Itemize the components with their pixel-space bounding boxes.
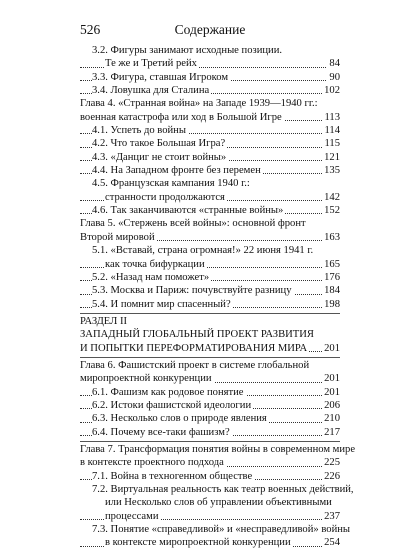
toc-entry-text: 3.4. Ловушка для Сталина (92, 85, 210, 97)
toc-line (80, 97, 340, 110)
toc-entry-text: как точка бифуркации (105, 258, 205, 270)
toc-line (80, 523, 351, 536)
toc-line (80, 426, 340, 439)
toc-entry-text: 7.1. Война в техногенном обществе (92, 470, 253, 482)
toc-entry-text: 5.1. «Вставай, страна огромная!» 22 июня 1941 г. (92, 245, 314, 257)
toc-line (80, 124, 340, 137)
toc-line (80, 271, 340, 284)
toc-line (80, 217, 340, 230)
toc-entry-text: 5.4. И помнит мир спасенный? (92, 298, 231, 310)
toc-line (80, 244, 340, 257)
toc-page-number: 254 (324, 537, 340, 549)
toc-page-number: 115 (324, 138, 340, 150)
toc-line (80, 443, 356, 456)
toc-page-number: 152 (324, 205, 340, 217)
toc-line (80, 483, 354, 496)
toc-line (80, 359, 340, 372)
toc-line (80, 342, 340, 355)
toc-line (80, 84, 340, 97)
toc-page-number: 226 (324, 470, 340, 482)
table-of-contents (80, 44, 356, 550)
toc-line (80, 71, 340, 84)
toc-page-number: 114 (324, 125, 340, 137)
page-header (80, 22, 340, 40)
toc-entry-text: 4.3. «Данциг не стоит войны» (92, 151, 227, 163)
toc-page-number: 163 (324, 231, 340, 243)
page-number: 526 (80, 22, 101, 37)
toc-entry-text: Глава 4. «Странная война» на Западе 1939—1940 гг.: (80, 98, 318, 110)
toc-entry-text: 3.2. Фигуры занимают исходные позиции. (92, 45, 283, 56)
toc-page-number: 113 (324, 111, 340, 123)
toc-entry-text: И ПОПЫТКИ ПЕРЕФОРМАТИРОВАНИЯ МИРА (80, 342, 308, 354)
toc-entry-text: 6.3. Несколько слов о природе явления (92, 413, 267, 425)
toc-entry-text: 7.2. Виртуальная реальность как театр военных действий, (92, 484, 354, 495)
toc-line (80, 412, 340, 425)
toc-entry-text: 4.2. Что такое Большая Игра? (92, 138, 226, 150)
toc-entry-text: Глава 5. «Стержень всей войны»: основной фронт (80, 218, 306, 230)
toc-line (80, 399, 340, 412)
toc-line (80, 470, 340, 483)
toc-entry-text: странности продолжаются (105, 191, 225, 203)
toc-entry-text: 6.2. Истоки фашистской идеологии (92, 399, 252, 411)
toc-line (80, 177, 340, 190)
toc-line (80, 231, 340, 244)
running-head: Содержание (174, 22, 246, 37)
toc-page-number: 102 (324, 85, 340, 97)
toc-line (80, 164, 340, 177)
toc-page-number: 201 (324, 342, 340, 354)
toc-page-number: 217 (324, 426, 340, 438)
toc-page-number: 121 (324, 151, 340, 163)
toc-entry-text: 4.1. Успеть до войны (92, 125, 186, 137)
toc-page-number: 201 (324, 373, 340, 385)
toc-line (80, 298, 340, 311)
toc-page-number: 201 (324, 386, 340, 398)
toc-entry-text: в контексте проектного подхода (80, 457, 224, 469)
toc-line (80, 44, 340, 57)
toc-page-number: 176 (324, 271, 340, 283)
toc-line (80, 315, 340, 328)
toc-entry-text: РАЗДЕЛ II (80, 315, 128, 327)
toc-line (80, 258, 340, 271)
toc-line (80, 191, 340, 204)
toc-entry-text: ЗАПАДНЫЙ ГЛОБАЛЬНЫЙ ПРОЕКТ РАЗВИТИЯ (80, 329, 314, 341)
toc-line (80, 456, 340, 469)
toc-page-number: 135 (324, 165, 340, 177)
toc-page-number: 198 (324, 298, 340, 310)
toc-page-number: 165 (324, 258, 340, 270)
toc-page-number: 90 (329, 71, 340, 83)
toc-entry-text: Глава 7. Трансформация понятия войны в современном мире (80, 443, 356, 455)
toc-page-number: 142 (324, 191, 340, 203)
toc-entry-text: 6.4. Почему все-таки фашизм? (92, 426, 230, 438)
toc-line (80, 372, 340, 385)
toc-line (80, 510, 340, 523)
section-divider (80, 313, 340, 314)
toc-page-number: 237 (324, 510, 340, 522)
toc-page-number: 225 (324, 457, 340, 469)
toc-page-number: 184 (324, 285, 340, 297)
toc-entry-text: 5.3. Москва и Париж: почувствуйте разницу (92, 285, 292, 297)
toc-line (80, 496, 340, 509)
toc-line (80, 151, 340, 164)
toc-entry-text: 4.5. Французская кампания 1940 г.: (92, 178, 250, 190)
toc-entry-text: военная катастрофа или ход в Большой Игре (80, 111, 282, 123)
toc-line (80, 386, 340, 399)
toc-entry-text: 7.3. Понятие «справедливой» и «несправедливой» войны (92, 524, 351, 536)
section-divider (80, 357, 340, 358)
section-divider (80, 441, 340, 442)
toc-entry-text: миропроектной конкуренции (80, 373, 212, 385)
toc-entry-text: процессами (105, 510, 159, 522)
toc-line (80, 57, 340, 70)
toc-line (80, 137, 340, 150)
toc-line (80, 204, 340, 217)
toc-line (80, 284, 340, 297)
toc-page-number: 210 (324, 413, 340, 425)
toc-entry-text: Второй мировой (80, 231, 155, 243)
toc-page-number: 84 (329, 58, 340, 70)
toc-line (80, 111, 340, 124)
toc-entry-text: 3.3. Фигура, ставшая Игроком (92, 71, 229, 83)
toc-entry-text: в контексте миропроектной конкуренции (105, 537, 291, 549)
toc-line (80, 536, 340, 549)
toc-entry-text: 6.1. Фашизм как родовое понятие (92, 386, 244, 398)
toc-entry-text: 4.6. Так заканчиваются «странные войны» (92, 205, 284, 217)
toc-entry-text: 5.2. «Назад нам поможет» (92, 271, 210, 283)
toc-entry-text: или Несколько слов об управлении объективными (105, 497, 332, 509)
toc-entry-text: Те же и Третий рейх (105, 58, 197, 70)
toc-entry-text: Глава 6. Фашистский проект в системе глобальной (80, 359, 310, 371)
toc-page-number: 206 (324, 399, 340, 411)
toc-line (80, 328, 340, 341)
toc-entry-text: 4.4. На Западном фронте без перемен (92, 165, 261, 177)
